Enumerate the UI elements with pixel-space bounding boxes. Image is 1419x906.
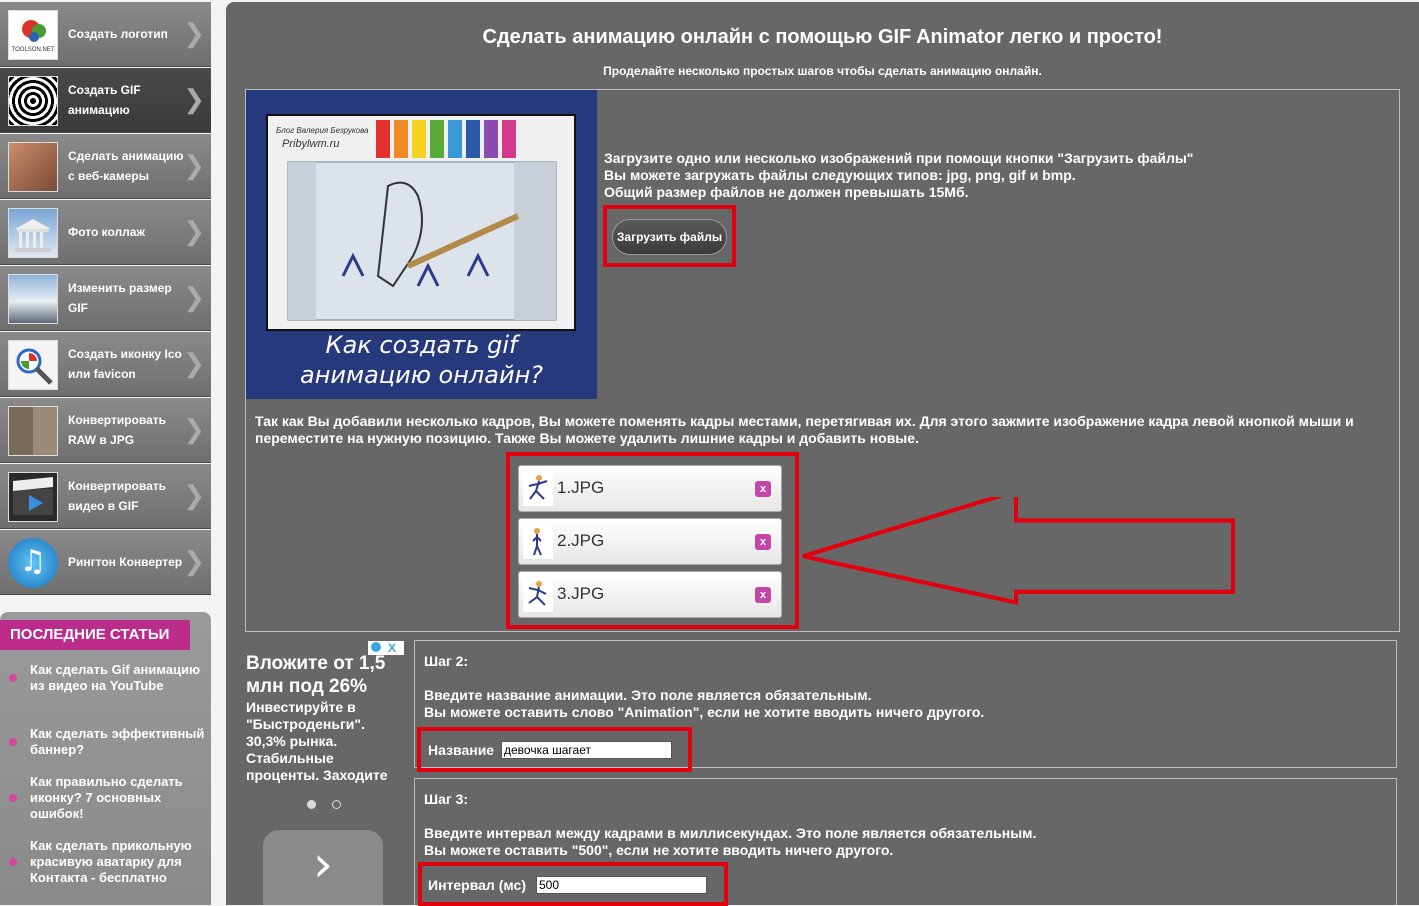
frame-item[interactable]: [518, 571, 782, 618]
article-link[interactable]: Как сделать эффективный баннер?: [30, 726, 206, 758]
frame-thumbnail-icon: [523, 578, 553, 612]
sidebar-item-label: Конвертировать видео в GIF: [68, 479, 167, 513]
interval-input[interactable]: [536, 876, 707, 894]
page-title: Сделать анимацию онлайн с помощью GIF Animator легко и просто!: [482, 26, 1163, 48]
carousel-dot-icon[interactable]: [332, 800, 341, 809]
sidebar-item-webcam-animation[interactable]: [0, 134, 211, 199]
latest-articles-heading: ПОСЛЕДНИЕ СТАТЬИ: [0, 620, 190, 650]
sidebar-item-label: Рингтон Конвертер: [68, 555, 183, 569]
toolson-logo-text: TOOLSON.NET: [11, 47, 55, 53]
step2-instructions: Введите название анимации. Это поле является обязательным. Вы можете оставить слово "Animation", если не хотите вводить ничего другого.: [424, 687, 985, 720]
cats-thumbnail: [8, 406, 58, 456]
step1-upload-section: [245, 89, 1400, 632]
animation-name-input[interactable]: [501, 741, 672, 759]
bullet-icon: [9, 738, 17, 746]
frame-filename: 3.JPG: [557, 584, 605, 603]
interval-field-label: Интервал (мс): [428, 877, 526, 893]
promo-image[interactable]: [246, 90, 597, 399]
chevron-right-icon: ❯: [183, 84, 205, 114]
sidebar-item-photo-collage[interactable]: [0, 200, 211, 265]
magnifier-icon: [9, 341, 57, 389]
ad-body: Инвестируйте в "Быстроденьги". 30,3% рынка. Стабильные проценты. Заходите: [246, 699, 388, 783]
frames-hint: Так как Вы добавили несколько кадров, Вы можете поменять кадры местами, перетягивая их. Для этого зажмите изображение кадра левой кнопкой мыши и переместите на нужную позицию. Также Вы можете удалить лишние кадры и добавить новые.: [255, 413, 1354, 446]
bullet-icon: [9, 674, 17, 682]
favicon-thumbnail: [8, 340, 58, 390]
step3-section: [414, 778, 1397, 905]
red-arrow-annotation-icon: [801, 497, 1251, 607]
sidebar-item-video-to-gif[interactable]: [0, 464, 211, 529]
chevron-right-icon: ❯: [183, 282, 205, 312]
collage-thumbnail: [8, 208, 58, 258]
frame-thumbnail-icon: [523, 472, 553, 506]
frame-thumbnail-icon: [523, 525, 553, 559]
upload-button-highlight: [603, 205, 736, 267]
sidebar-item-create-gif[interactable]: [0, 68, 211, 133]
frames-list-highlight: [506, 452, 799, 629]
logo-thumbnail: [8, 10, 58, 60]
music-note-icon: ♫: [8, 538, 58, 588]
article-link[interactable]: Как сделать прикольную красивую аватарку для Контакта - бесплатно: [30, 838, 206, 886]
clapperboard-icon: [9, 473, 57, 521]
ad-close-button[interactable]: X: [388, 641, 397, 655]
frame-filename: 1.JPG: [557, 478, 605, 497]
promo-drawing-icon: [268, 116, 574, 329]
carousel-dot-active-icon[interactable]: [307, 800, 316, 809]
sidebar-item-create-logo[interactable]: [0, 2, 211, 67]
step3-instructions: Введите интервал между кадрами в миллисекундах. Это поле является обязательным. Вы можете оставить "500", если не хотите вводить ничего другого.: [424, 825, 1037, 858]
name-field-label: Название: [428, 742, 495, 758]
frame-item[interactable]: [518, 465, 782, 512]
delete-frame-button[interactable]: x: [755, 534, 771, 550]
promo-site-line1: Блог Валерия Безрукова: [276, 126, 369, 135]
chevron-right-icon: ❯: [183, 414, 205, 444]
delete-frame-button[interactable]: x: [755, 481, 771, 497]
bullet-icon: [9, 858, 17, 866]
frame-item[interactable]: [518, 518, 782, 565]
article-link[interactable]: Как сделать Gif анимацию из видео на YouTube: [30, 662, 206, 694]
bullet-icon: [9, 794, 17, 802]
resize-thumbnail: [8, 274, 58, 324]
chevron-right-icon: ❯: [183, 216, 205, 246]
ad-headline: Вложите от 1,5 млн под 26%: [246, 653, 386, 697]
webcam-photo-thumbnail: [8, 142, 58, 192]
video-thumbnail: [8, 472, 58, 522]
sidebar-item-label: Создать GIF анимацию: [68, 83, 141, 117]
chevron-right-icon: ❯: [183, 150, 205, 180]
ad-info-icon: [371, 642, 381, 652]
step3-title: Шаг 3:: [424, 791, 469, 807]
chevron-right-icon: ❯: [183, 348, 205, 378]
interval-field-highlight: [418, 862, 728, 906]
upload-files-button[interactable]: Загрузить файлы: [612, 219, 727, 255]
sidebar-item-label: Сделать анимацию с веб-камеры: [68, 149, 184, 183]
chevron-right-icon: ❯: [183, 546, 205, 576]
sidebar-item-raw-to-jpg[interactable]: [0, 398, 211, 463]
temple-icon: [9, 209, 57, 257]
name-field-highlight: [417, 727, 692, 772]
upload-instructions: Загрузите одно или несколько изображений при помощи кнопки "Загрузить файлы" Вы можете загружать файлы следующих типов: jpg, png, gif и bmp. Общий размер файлов не должен превышать 15Мб.: [604, 150, 1194, 200]
step2-title: Шаг 2:: [424, 653, 469, 669]
promo-site-line2: Pribylwm.ru: [282, 138, 340, 150]
frame-filename: 2.JPG: [557, 531, 605, 550]
sidebar-item-ringtone-converter[interactable]: [0, 530, 211, 595]
sidebar-item-create-icon[interactable]: [0, 332, 211, 397]
ad-banner[interactable]: [246, 640, 406, 905]
sidebar-item-label: Изменить размер GIF: [68, 281, 172, 315]
promo-screenshot: [266, 114, 576, 331]
delete-frame-button[interactable]: x: [755, 587, 771, 603]
page-subtitle: Проделайте несколько простых шагов чтобы сделать анимацию онлайн.: [603, 64, 1042, 78]
sidebar-item-label: Создать иконку Ico или favicon: [68, 347, 182, 381]
sidebar-item-resize-gif[interactable]: [0, 266, 211, 331]
spiral-thumbnail-icon: [8, 76, 58, 126]
main-panel: [226, 2, 1419, 905]
article-link[interactable]: Как правильно сделать иконку? 7 основных ошибок!: [30, 774, 206, 822]
chevron-right-icon: ❯: [183, 18, 205, 48]
chevron-right-icon: ❯: [183, 480, 205, 510]
step2-section: [414, 640, 1397, 768]
promo-caption: Как создать gif анимацию онлайн?: [299, 331, 544, 389]
sidebar-item-label: Создать логотип: [68, 27, 168, 41]
sidebar-item-label: Конвертировать RAW в JPG: [68, 413, 167, 447]
sidebar-item-label: Фото коллаж: [68, 225, 145, 239]
latest-articles-panel: [0, 612, 211, 905]
ad-next-button[interactable]: ›: [263, 830, 383, 905]
sidebar: [0, 0, 211, 905]
